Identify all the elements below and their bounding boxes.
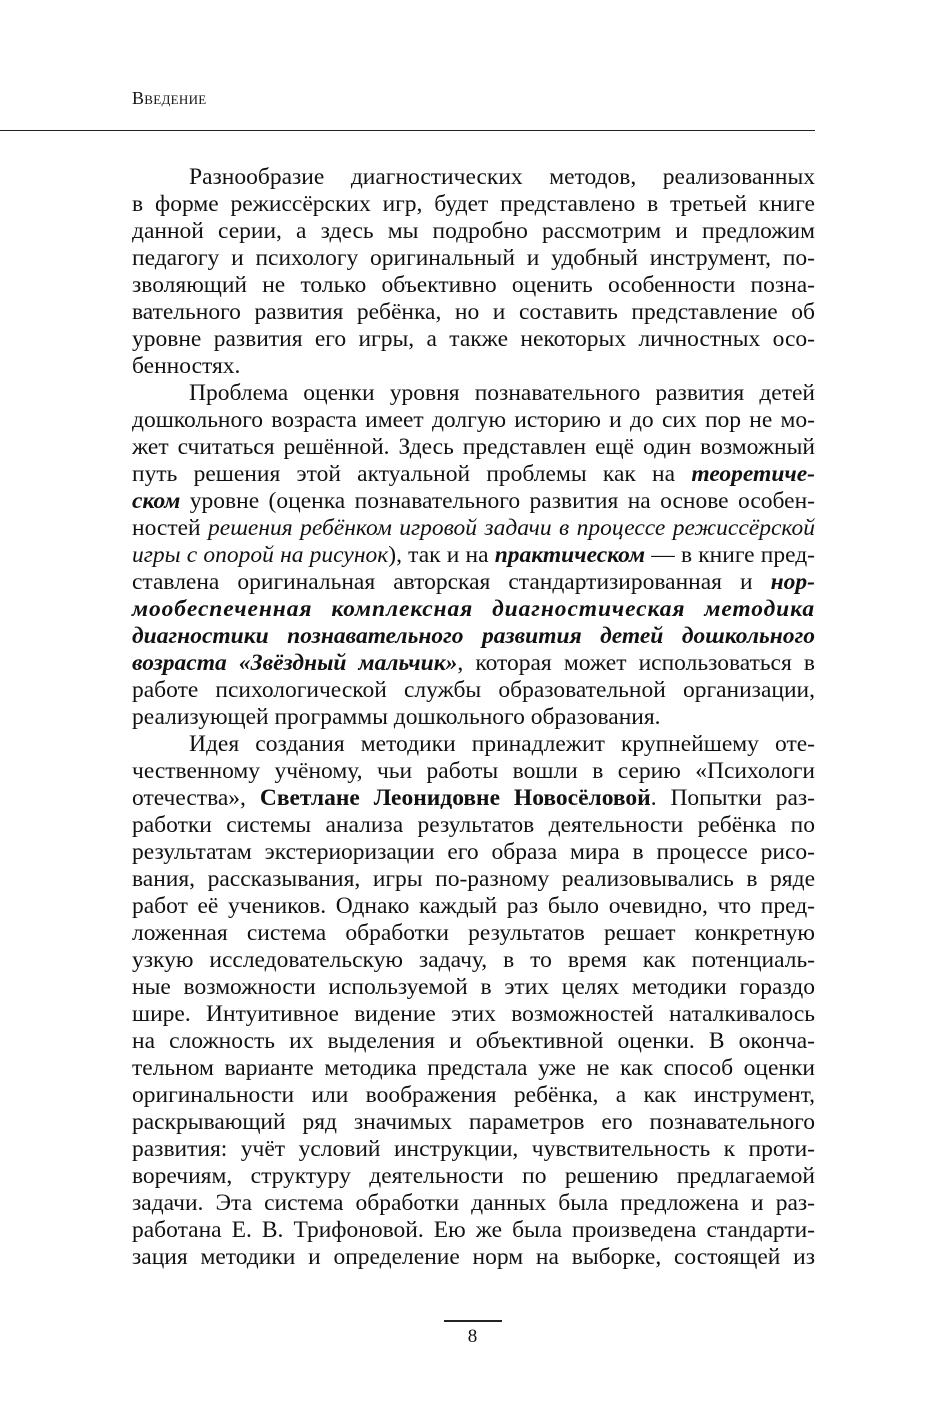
text-run: работ её учеников. Однако каждый раз было очевидно, что пред- bbox=[132, 893, 815, 919]
text-line bbox=[132, 623, 815, 650]
text-line bbox=[132, 461, 815, 488]
text-line bbox=[132, 1244, 815, 1271]
text-run: работки системы анализа результатов деятельности ребёнка по bbox=[132, 812, 815, 838]
text-run: тельном варианте методика предстала уже не как способ оценки bbox=[132, 1055, 815, 1081]
text-run: мообеспеченная комплексная диагностическая методика bbox=[132, 596, 815, 622]
text-run: результатам экстериоризации его образа мира в процессе рисо- bbox=[132, 839, 815, 865]
text-run: отечества», bbox=[132, 785, 260, 811]
text-run: вательного развития ребёнка, но и составить представление об bbox=[132, 299, 815, 325]
text-line bbox=[132, 1190, 815, 1217]
text-run: жет считаться решённой. Здесь представлен ещё один возможный bbox=[132, 434, 815, 460]
text-run: ностей bbox=[132, 515, 209, 541]
text-run: теоретиче- bbox=[691, 461, 815, 487]
text-line bbox=[132, 191, 815, 218]
text-run: вания, рассказывания, игры по-разному реализовывались в ряде bbox=[132, 866, 815, 892]
text-run: диагностики познавательного развития детей дошкольного bbox=[132, 623, 815, 649]
text-run: данной серии, а здесь мы подробно рассмотрим и предложим bbox=[132, 218, 815, 244]
running-header: Введение bbox=[132, 88, 207, 108]
text-run: педагогу и психологу оригинальный и удобный инструмент, по- bbox=[132, 245, 815, 271]
text-run: оригинальности или воображения ребёнка, а как инструмент, bbox=[132, 1082, 815, 1108]
text-line bbox=[132, 893, 815, 920]
text-line bbox=[132, 380, 815, 407]
text-line bbox=[132, 1217, 815, 1244]
text-run: ), так и на bbox=[388, 542, 495, 568]
footer-rule bbox=[444, 1320, 502, 1322]
text-line bbox=[132, 839, 815, 866]
text-line bbox=[132, 785, 815, 812]
text-line bbox=[132, 1082, 815, 1109]
text-run: дошкольного возраста имеет долгую историю и до сих пор не мо- bbox=[132, 407, 815, 433]
text-line bbox=[132, 488, 815, 515]
text-run: воречиям, структуру деятельности по решению предлагаемой bbox=[132, 1163, 815, 1189]
text-run: Светлане Леонидовне Новосёловой bbox=[259, 785, 651, 811]
text-run: шире. Интуитивное видение этих возможностей наталкивалось bbox=[132, 1001, 815, 1027]
text-run: узкую исследовательскую задачу, в то время как потенциаль- bbox=[132, 947, 815, 973]
text-line bbox=[132, 515, 815, 542]
text-line bbox=[132, 542, 815, 569]
text-line bbox=[132, 434, 815, 461]
text-line bbox=[132, 1001, 815, 1028]
text-line bbox=[132, 353, 815, 380]
text-run: игры с опорой на рисунок bbox=[132, 542, 389, 568]
text-run: , которая может использоваться в bbox=[457, 650, 815, 676]
text-run: . Попытки раз- bbox=[650, 785, 816, 811]
text-line bbox=[132, 1163, 815, 1190]
text-line bbox=[132, 812, 815, 839]
body-text bbox=[132, 164, 815, 1271]
text-line bbox=[132, 1028, 815, 1055]
text-line bbox=[132, 866, 815, 893]
text-run: работе психологической службы образовательной организации, bbox=[132, 677, 815, 703]
text-line bbox=[132, 245, 815, 272]
text-run: Разнообразие диагностических методов, реализованных bbox=[189, 164, 815, 190]
text-line bbox=[132, 1136, 815, 1163]
text-line bbox=[132, 164, 815, 191]
text-run: возраста «Звёздный мальчик» bbox=[132, 650, 458, 676]
text-run: практическом bbox=[494, 542, 646, 568]
text-run: Проблема оценки уровня познавательного развития детей bbox=[189, 380, 815, 406]
text-line bbox=[132, 218, 815, 245]
page-number: 8 bbox=[467, 1326, 478, 1347]
text-line bbox=[132, 272, 815, 299]
text-run: ложенная система обработки результатов решает конкретную bbox=[132, 920, 815, 946]
text-line bbox=[132, 1109, 815, 1136]
text-line bbox=[132, 1055, 815, 1082]
text-run: уровне (оценка познавательного развития на основе особен- bbox=[180, 488, 815, 514]
text-run: реализующей программы дошкольного образования. bbox=[132, 704, 661, 730]
text-line bbox=[132, 596, 815, 623]
text-run: в форме режиссёрских игр, будет представлено в третьей книге bbox=[132, 191, 815, 217]
text-run: путь решения этой актуальной проблемы как на bbox=[132, 461, 692, 487]
text-line bbox=[132, 947, 815, 974]
text-run: ставлена оригинальная авторская стандартизированная и bbox=[132, 569, 771, 595]
text-run: работана Е. В. Трифоновой. Ею же была произведена стандарти- bbox=[132, 1217, 815, 1243]
text-run: — в книге пред- bbox=[645, 542, 815, 568]
text-line bbox=[132, 974, 815, 1001]
text-run: Идея создания методики принадлежит крупнейшему оте- bbox=[189, 731, 815, 757]
text-run: чественному учёному, чьи работы вошли в серию «Психологи bbox=[132, 758, 815, 784]
text-line bbox=[132, 650, 815, 677]
text-run: на сложность их выделения и объективной оценки. В оконча- bbox=[132, 1028, 815, 1054]
text-run: ные возможности используемой в этих целях методики гораздо bbox=[132, 974, 815, 1000]
text-line bbox=[132, 299, 815, 326]
text-run: зация методики и определение норм на выборке, состоящей из bbox=[132, 1244, 815, 1270]
text-run: ском bbox=[132, 488, 181, 514]
text-run: раскрывающий ряд значимых параметров его познавательного bbox=[132, 1109, 815, 1135]
text-run: решения ребёнком игровой задачи в процессе режиссёрской bbox=[208, 515, 815, 541]
text-line bbox=[132, 407, 815, 434]
text-run: уровне развития его игры, а также некоторых личностных осо- bbox=[132, 326, 815, 352]
text-run: зволяющий не только объективно оценить особенности позна- bbox=[132, 272, 815, 298]
header-rule bbox=[0, 130, 815, 131]
text-line bbox=[132, 326, 815, 353]
text-line bbox=[132, 677, 815, 704]
text-line bbox=[132, 569, 815, 596]
text-line bbox=[132, 920, 815, 947]
text-run: нор- bbox=[770, 569, 815, 595]
text-run: развития: учёт условий инструкции, чувствительность к проти- bbox=[132, 1136, 815, 1162]
text-line bbox=[132, 758, 815, 785]
text-line bbox=[132, 704, 815, 731]
text-line bbox=[132, 731, 815, 758]
text-run: бенностях. bbox=[132, 353, 241, 379]
text-run: задачи. Эта система обработки данных была предложена и раз- bbox=[132, 1190, 815, 1216]
